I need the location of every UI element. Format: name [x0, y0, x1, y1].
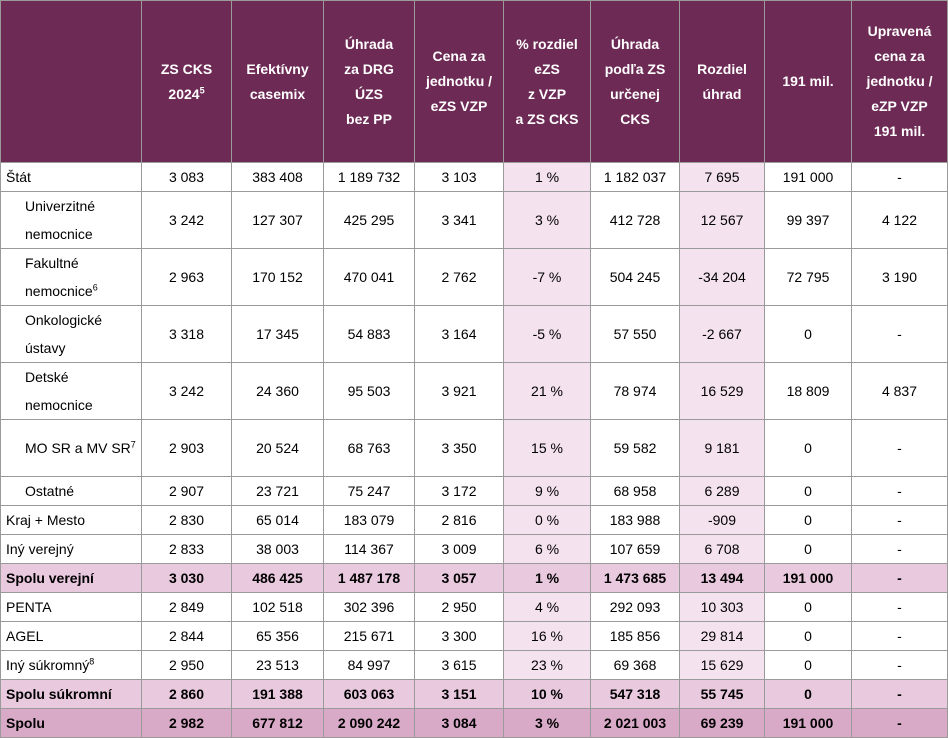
table-cell: 15 % [504, 420, 591, 477]
table-row [1, 420, 948, 477]
column-header [232, 1, 324, 163]
footnote-marker: 5 [199, 84, 205, 95]
table-cell: 292 093 [591, 593, 680, 622]
row-label [1, 306, 142, 363]
table-cell: 38 003 [232, 535, 324, 564]
table-cell: 18 809 [765, 363, 852, 420]
table-cell: 15 629 [680, 651, 765, 680]
table-cell: 1 % [504, 564, 591, 593]
table-cell: 68 763 [324, 420, 415, 477]
table-cell: 170 152 [232, 249, 324, 306]
table-cell: 2 982 [142, 709, 232, 738]
table-cell: 3 083 [142, 163, 232, 192]
row-label-text: MO SR a MV SR [25, 440, 131, 456]
row-label-text: Kraj + Mesto [6, 512, 85, 528]
table-cell: 3 242 [142, 192, 232, 249]
table-cell: 470 041 [324, 249, 415, 306]
row-label-text: Univerzitné nemocnice [25, 198, 96, 242]
table-cell: 3 084 [415, 709, 504, 738]
table-cell: 486 425 [232, 564, 324, 593]
table-cell: 13 494 [680, 564, 765, 593]
row-label-text: AGEL [6, 628, 44, 644]
total-row [1, 709, 948, 738]
table-cell: 0 [765, 420, 852, 477]
table-row [1, 506, 948, 535]
table-cell: 2 021 003 [591, 709, 680, 738]
table-cell: - [852, 477, 948, 506]
table-cell: 3 030 [142, 564, 232, 593]
table-cell: 3 921 [415, 363, 504, 420]
table-cell: 17 345 [232, 306, 324, 363]
table-cell: 16 % [504, 622, 591, 651]
table-cell: 75 247 [324, 477, 415, 506]
column-header [591, 1, 680, 163]
subtotal-row [1, 680, 948, 709]
table-cell: 3 057 [415, 564, 504, 593]
table-cell: 23 513 [232, 651, 324, 680]
table-cell: 3 % [504, 192, 591, 249]
table-cell: 2 762 [415, 249, 504, 306]
table-cell: 59 582 [591, 420, 680, 477]
table-cell: -2 667 [680, 306, 765, 363]
table-row [1, 651, 948, 680]
table-cell: 0 [765, 506, 852, 535]
table-cell: 69 239 [680, 709, 765, 738]
table-cell: 29 814 [680, 622, 765, 651]
table-row [1, 593, 948, 622]
column-header-label: ZS CKS 2024 [160, 60, 213, 102]
row-label-text: Štát [6, 169, 31, 185]
row-label-text: PENTA [6, 599, 52, 615]
table-cell: 1 182 037 [591, 163, 680, 192]
table-cell: 23 721 [232, 477, 324, 506]
row-label-text: Spolu verejní [6, 570, 94, 586]
subtotal-row [1, 564, 948, 593]
table-cell: - [852, 306, 948, 363]
header-row [1, 1, 948, 163]
row-label [1, 163, 142, 192]
table-cell: 3 350 [415, 420, 504, 477]
column-header [504, 1, 591, 163]
table-cell: 127 307 [232, 192, 324, 249]
column-header [852, 1, 948, 163]
table-cell: 302 396 [324, 593, 415, 622]
footnote-marker: 8 [89, 656, 95, 667]
table-cell: 547 318 [591, 680, 680, 709]
table-cell: 3 % [504, 709, 591, 738]
table-cell: 0 % [504, 506, 591, 535]
row-label-text: Onkologické ústavy [25, 312, 103, 356]
table-cell: 3 164 [415, 306, 504, 363]
table-cell: 6 708 [680, 535, 765, 564]
table-cell: 20 524 [232, 420, 324, 477]
row-label-text: Detské nemocnice [25, 369, 93, 413]
table-cell: 65 014 [232, 506, 324, 535]
table-row [1, 535, 948, 564]
table-cell: - [852, 651, 948, 680]
table-cell: 2 090 242 [324, 709, 415, 738]
table-cell: 65 356 [232, 622, 324, 651]
table-cell: - [852, 163, 948, 192]
table-cell: 2 830 [142, 506, 232, 535]
table-cell: 0 [765, 622, 852, 651]
table-cell: 3 190 [852, 249, 948, 306]
table-cell: 3 615 [415, 651, 504, 680]
table-row [1, 306, 948, 363]
table-cell: 72 795 [765, 249, 852, 306]
table-row [1, 192, 948, 249]
row-label-text: Fakultné nemocnice [25, 255, 93, 299]
table-cell: 3 300 [415, 622, 504, 651]
table-cell: 9 181 [680, 420, 765, 477]
table-cell: 84 997 [324, 651, 415, 680]
row-label [1, 709, 142, 738]
row-label [1, 363, 142, 420]
column-header [324, 1, 415, 163]
table-cell: 2 844 [142, 622, 232, 651]
row-label [1, 477, 142, 506]
column-header-label: Efektívny casemix [246, 60, 309, 102]
table-cell: 2 950 [415, 593, 504, 622]
table-cell: 191 388 [232, 680, 324, 709]
table-cell: - [852, 680, 948, 709]
table-cell: 12 567 [680, 192, 765, 249]
table-cell: 0 [765, 680, 852, 709]
table-cell: 4 122 [852, 192, 948, 249]
table-cell: 4 % [504, 593, 591, 622]
table-cell: 0 [765, 535, 852, 564]
table-cell: 2 963 [142, 249, 232, 306]
table-cell: - [852, 535, 948, 564]
table-cell: 2 903 [142, 420, 232, 477]
table-cell: 4 837 [852, 363, 948, 420]
table-cell: 3 103 [415, 163, 504, 192]
table-cell: 95 503 [324, 363, 415, 420]
table-cell: - [852, 709, 948, 738]
row-label-text: Spolu súkromní [6, 686, 112, 702]
row-label [1, 651, 142, 680]
row-label [1, 564, 142, 593]
table-body [1, 163, 948, 738]
table-cell: 1 % [504, 163, 591, 192]
table-cell: - [852, 506, 948, 535]
column-header-label: % rozdiel eZS z VZP a ZS CKS [515, 35, 579, 127]
table-cell: 78 974 [591, 363, 680, 420]
table-cell: 677 812 [232, 709, 324, 738]
table-cell: 10 % [504, 680, 591, 709]
row-label [1, 192, 142, 249]
row-label-text: Iný súkromný [6, 657, 90, 673]
table-cell: 2 950 [142, 651, 232, 680]
table-cell: 23 % [504, 651, 591, 680]
table-cell: 0 [765, 306, 852, 363]
column-header [680, 1, 765, 163]
table-cell: 183 988 [591, 506, 680, 535]
table-cell: 3 242 [142, 363, 232, 420]
column-header-label: Rozdiel úhrad [697, 60, 747, 102]
table-cell: 55 745 [680, 680, 765, 709]
table-row [1, 622, 948, 651]
table-cell: 191 000 [765, 709, 852, 738]
table-cell: 2 833 [142, 535, 232, 564]
table-cell: 1 487 178 [324, 564, 415, 593]
table-cell: 1 473 685 [591, 564, 680, 593]
table-cell: 183 079 [324, 506, 415, 535]
table-cell: - [852, 593, 948, 622]
row-label [1, 622, 142, 651]
row-label [1, 535, 142, 564]
row-label [1, 506, 142, 535]
column-header-label: Cena za jednotku / eZS VZP [425, 48, 493, 114]
column-header [1, 1, 142, 163]
table-cell: 0 [765, 477, 852, 506]
table-cell: 412 728 [591, 192, 680, 249]
table-cell: 3 009 [415, 535, 504, 564]
table-cell: -34 204 [680, 249, 765, 306]
table-cell: 9 % [504, 477, 591, 506]
table-cell: 2 860 [142, 680, 232, 709]
table-cell: 504 245 [591, 249, 680, 306]
table-cell: 3 172 [415, 477, 504, 506]
table-row [1, 363, 948, 420]
column-header [765, 1, 852, 163]
table-cell: - [852, 622, 948, 651]
table-cell: -5 % [504, 306, 591, 363]
table-cell: 2 816 [415, 506, 504, 535]
row-label [1, 249, 142, 306]
table-cell: 57 550 [591, 306, 680, 363]
table-cell: -7 % [504, 249, 591, 306]
row-label [1, 420, 142, 477]
table-cell: 3 318 [142, 306, 232, 363]
table-cell: 3 151 [415, 680, 504, 709]
column-header [142, 1, 232, 163]
table-cell: 6 % [504, 535, 591, 564]
footnote-marker: 7 [130, 439, 136, 450]
table-cell: 2 907 [142, 477, 232, 506]
table-cell: 0 [765, 651, 852, 680]
table-cell: 0 [765, 593, 852, 622]
row-label-text: Spolu [6, 715, 45, 731]
column-header [415, 1, 504, 163]
table-cell: 3 341 [415, 192, 504, 249]
table-cell: 191 000 [765, 564, 852, 593]
table-cell: - [852, 420, 948, 477]
table-cell: 107 659 [591, 535, 680, 564]
row-label [1, 593, 142, 622]
table-cell: 383 408 [232, 163, 324, 192]
table-cell: 2 849 [142, 593, 232, 622]
table-row [1, 163, 948, 192]
table-cell: - [852, 564, 948, 593]
table-cell: 191 000 [765, 163, 852, 192]
table-cell: 54 883 [324, 306, 415, 363]
table-cell: 16 529 [680, 363, 765, 420]
table-cell: -909 [680, 506, 765, 535]
table-cell: 69 368 [591, 651, 680, 680]
table-cell: 603 063 [324, 680, 415, 709]
row-label-text: Ostatné [25, 483, 75, 499]
table-cell: 114 367 [324, 535, 415, 564]
row-label-text: Iný verejný [6, 541, 74, 557]
table-cell: 7 695 [680, 163, 765, 192]
table-cell: 185 856 [591, 622, 680, 651]
column-header-label: 191 mil. [782, 73, 834, 89]
table-cell: 21 % [504, 363, 591, 420]
column-header-label: Úhrada podľa ZS určenej CKS [604, 35, 666, 127]
column-header-label: Úhrada za DRG ÚZS bez PP [344, 35, 394, 127]
table-cell: 99 397 [765, 192, 852, 249]
table-row [1, 477, 948, 506]
table-cell: 10 303 [680, 593, 765, 622]
table-cell: 24 360 [232, 363, 324, 420]
table-cell: 68 958 [591, 477, 680, 506]
column-header-label: Upravená cena za jednotku / eZP VZP 191 mil. [866, 23, 933, 139]
table-cell: 6 289 [680, 477, 765, 506]
table-cell: 215 671 [324, 622, 415, 651]
table-cell: 425 295 [324, 192, 415, 249]
row-label [1, 680, 142, 709]
table-row [1, 249, 948, 306]
table-cell: 1 189 732 [324, 163, 415, 192]
table-cell: 102 518 [232, 593, 324, 622]
footnote-marker: 6 [92, 282, 98, 293]
